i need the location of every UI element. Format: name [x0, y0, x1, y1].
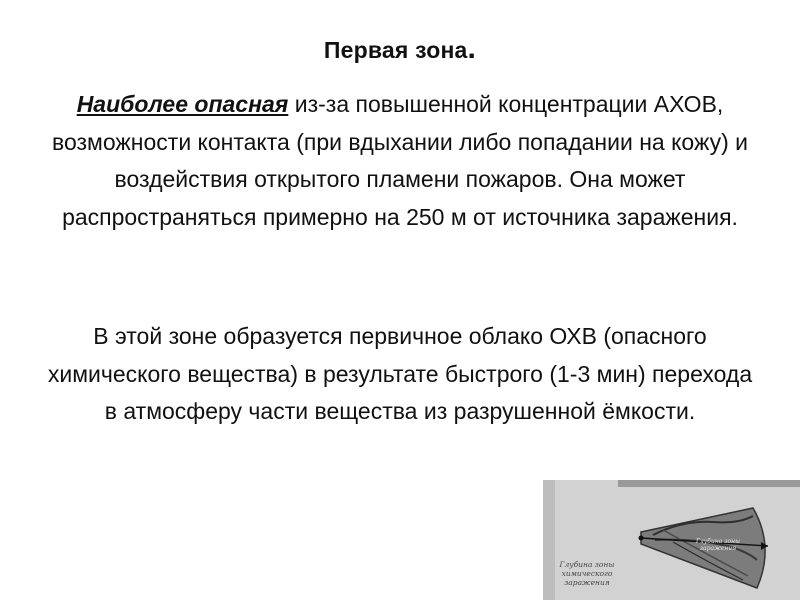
slide-title-text: Первая зона — [323, 37, 468, 63]
slide-title — [0, 34, 800, 64]
zone-diagram-image — [543, 480, 800, 600]
emphasis-most-dangerous: Наиболее опасная — [76, 91, 289, 117]
zone-caption: Глубина зоны химического заражения — [559, 560, 615, 587]
slide-title-dot: . — [467, 32, 477, 65]
paragraph-primary-cloud: В этой зоне образуется первичное облако ОХВ (опасного химического вещества) в результате быстрого (1-3 мин) перехода в атмосферу части вещества из разрушенной ёмкости. — [47, 323, 753, 424]
paragraph-first-zone-text: из-за повышенной концентрации АХОВ, возможности контакта (при вдыхании либо попадании на кожу) и воздействия открытого пламени пожаров. Она может распространяться примерно на 250 м от источника заражения. — [52, 91, 748, 230]
zone-inner-label: Глубина зоны заражения — [696, 538, 740, 552]
paragraph-first-zone — [40, 86, 760, 236]
